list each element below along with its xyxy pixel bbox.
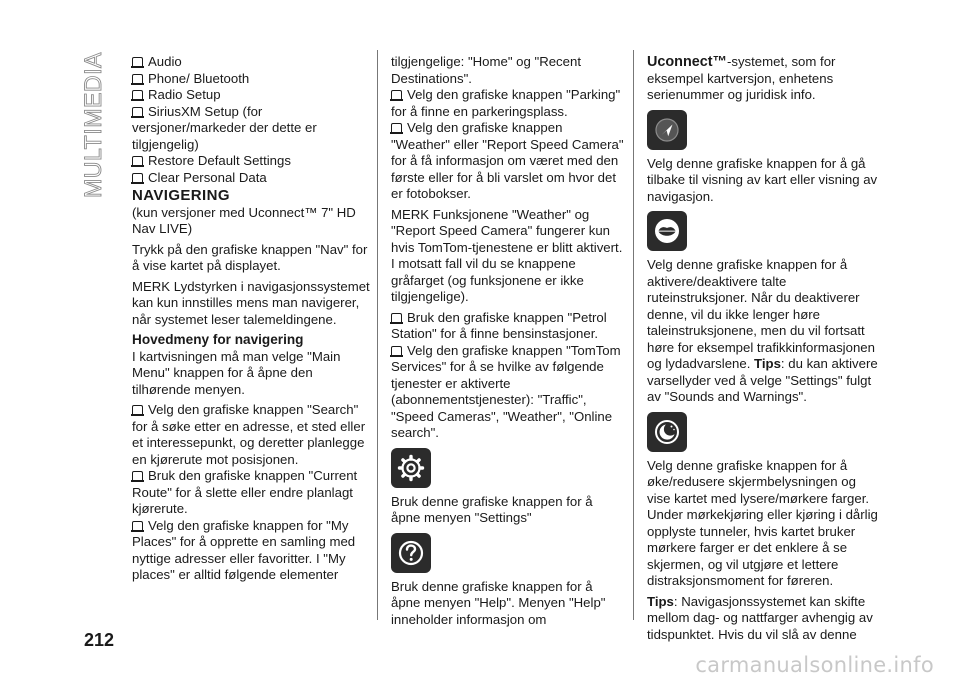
paragraph: tilgjengelige: "Home" og "Recent Destinations". [391,54,581,86]
bullet-icon [132,405,143,414]
bullet-icon [132,107,143,116]
bullet-icon [132,74,143,83]
list-item: Phone/ Bluetooth [132,71,370,88]
paragraph: Velg denne grafiske knappen for å gå tilbake til visning av kart eller visning av navigasjon. [647,155,878,204]
list-item: Audio [132,54,370,71]
help-question-icon [391,533,431,573]
section-heading: NAVIGERING [132,187,230,204]
subsection-heading: Hovedmeny for navigering [132,332,304,347]
list-item: Bruk den grafiske knappen "Current Route" for å slette eller endre planlagt kjørerute. [132,468,358,516]
list-item: Velg den grafiske knappen "Weather" eller "Report Speed Camera" for å få informasjon om været med den første eller for å bli varslet om hvor det er fotobokser. [391,120,624,201]
list-item: SiriusXM Setup (for versjoner/markeder der dette er tilgjengelig) [132,103,317,152]
paragraph: Bruk denne grafiske knappen for å åpne menyen "Help". Menyen "Help" inneholder informasjon om [391,578,606,627]
list-item: Restore Default Settings [132,153,370,170]
bullet-icon [391,313,402,322]
paragraph: Tips: Navigasjonssystemet kan skifte mellom dag- og nattfarger avhengig av tidspunktet. Hvis du vil slå av denne [647,593,873,642]
page-number: 212 [84,630,115,650]
list-item: Velg den grafiske knappen "TomTom Services" for å se hvilke av følgende tjenester er aktiverte (abonnementstjenester): "Traffic", "Speed Cameras", "Weather", "Online search". [391,342,621,440]
bullet-icon [132,90,143,99]
list-item: Bruk den grafiske knappen "Petrol Station" for å finne bensinstasjoner. [391,309,607,341]
settings-gear-icon [391,448,431,488]
column-2 [391,54,625,632]
paragraph: MERK Lydstyrken i navigasjonssystemet kan kun innstilles mens man navigerer, når systemet leser talemeldingene. [132,278,370,327]
bullet-icon [132,471,143,480]
bullet-icon [391,123,402,132]
svg-text:MULTIMEDIA: MULTIMEDIA [80,48,107,198]
column-divider-1 [377,50,378,620]
paragraph: MERK Funksjonene "Weather" og "Report Speed Camera" fungerer kun hvis TomTom-tjenestene er blitt aktivert. I motsatt fall vil du se knappene gråfarget (og funksjonene er ikke tilgjengelige). [391,206,623,304]
column-divider-2 [633,50,634,620]
paragraph: Uconnect™-systemet, som for eksempel kartversjon, enhetens serienummer og juridisk info. [647,54,836,102]
bullet-icon [132,57,143,66]
list-item: Radio Setup [132,87,370,104]
paragraph: I kartvisningen må man velge "Main Menu" knappen for å åpne den tilhørende menyen. [132,348,341,397]
bullet-icon [391,346,402,355]
paragraph: Trykk på den grafiske knappen "Nav" for å vise kartet på displayet. [132,241,368,273]
paragraph: (kun versjoner med Uconnect™ 7" HD Nav LIVE) [132,204,356,236]
multimedia-vertical-text [78,48,108,198]
bullet-icon [132,173,143,182]
list-item: Velg den grafiske knappen for "My Places" for å opprette en samling med nyttige adresser eller favoritter. I "My places" er alltid følgende elementer [132,517,356,582]
paragraph: Velg denne grafiske knappen for å aktivere/deaktivere talte ruteinstruksjoner. Når du deaktiverer denne, vil du ikke lenger høre taleinstruksjonene, men du vil fortsatt høre for eksempel trafikkinformasjonen og lydadvarslene. Tips: du kan aktivere varsellyder ved å velge "Settings" fulgt av "Sounds and Warnings". [647,257,878,404]
map-view-arrow-icon [647,110,687,150]
paragraph: Velg denne grafiske knappen for å øke/redusere skjermbelysningen og vise kartet med lysere/mørkere farger. Under mørkekjøring eller kjøring i dårlig opplyste tunneler, hvis kartet bruker mørkere farger er det enklere å se skjermen, og vil utgjøre et lettere distraksjonsmoment for føreren. [647,457,878,588]
column-1 [132,54,370,584]
night-mode-moon-icon [647,412,687,452]
list-item: Clear Personal Data [132,170,370,187]
column-3 [647,54,881,647]
watermark: carmanualsonline.info [695,653,934,677]
bullet-icon [132,521,143,530]
list-item: Velg den grafiske knappen "Parking" for å finne en parkeringsplass. [391,87,621,119]
bullet-icon [391,90,402,99]
section-side-label [78,48,108,198]
list-item: Velg den grafiske knappen "Search" for å søke etter en adresse, et sted eller et interessepunkt, og deretter planlegge en kjørerute mot posisjonen. [132,402,366,467]
bullet-icon [132,156,143,165]
voice-lips-icon [647,211,687,251]
paragraph: Bruk denne grafiske knappen for å åpne menyen "Settings" [391,493,593,525]
